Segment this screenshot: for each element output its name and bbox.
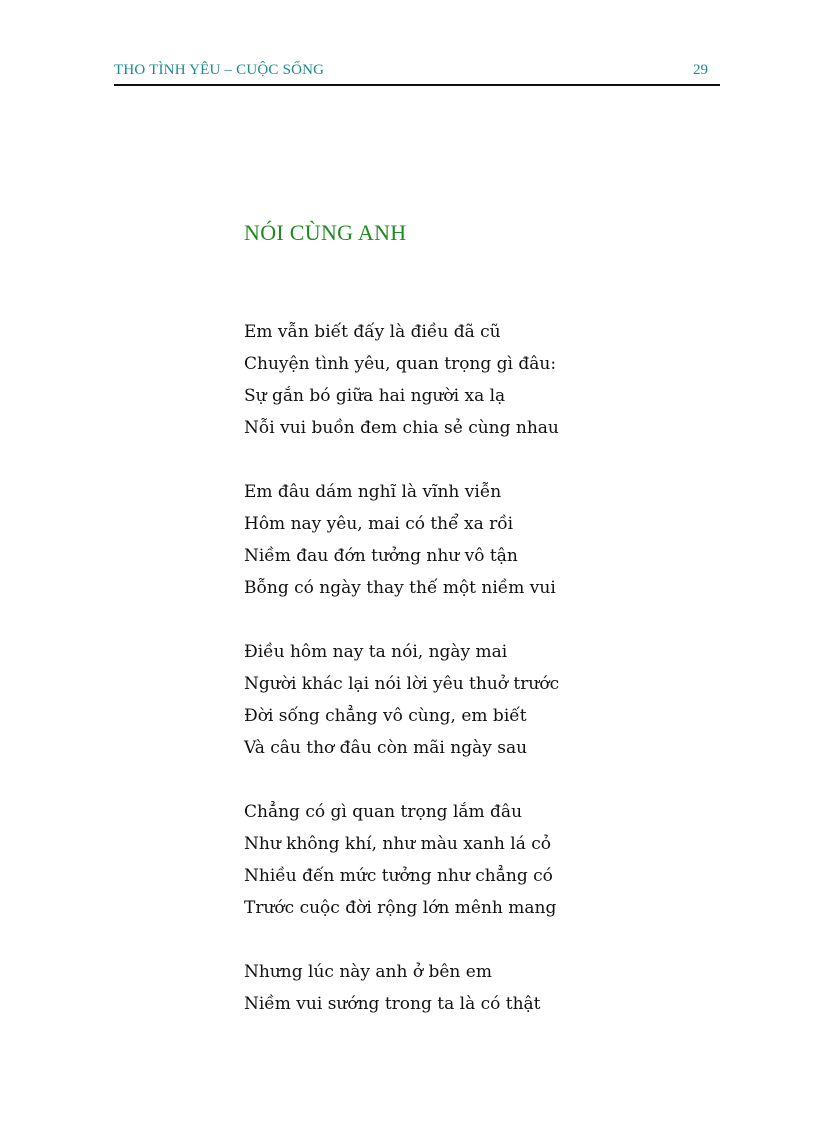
stanza [244,956,724,1020]
poem-title: NÓI CÙNG ANH [244,220,407,245]
poem-line: Em vẫn biết đấy là điều đã cũ [244,322,501,342]
poem-line: Và câu thơ đâu còn mãi ngày sau [244,738,528,758]
poem-body [244,316,724,1052]
poem-line: Chẳng có gì quan trọng lắm đâu [244,802,523,822]
poem-line: Người khác lại nói lời yêu thuở trước [244,674,560,694]
poem-line: Đời sống chẳng vô cùng, em biết [244,706,527,726]
stanza [244,796,724,924]
poem-line: Trước cuộc đời rộng lớn mênh mang [244,898,557,918]
stanza [244,316,724,444]
poem-line: Niềm đau đớn tưởng như vô tận [244,546,518,566]
poem-line: Hôm nay yêu, mai có thể xa rồi [244,514,514,534]
stanza [244,476,724,604]
stanza [244,636,724,764]
page-number: 29 [693,62,708,78]
poem-line: Nỗi vui buồn đem chia sẻ cùng nhau [244,418,559,438]
poem-line: Điều hôm nay ta nói, ngày mai [244,642,508,662]
poem-line: Nhưng lúc này anh ở bên em [244,962,492,982]
poem-line: Nhiều đến mức tưởng như chẳng có [244,866,553,886]
poem-line: Niềm vui sướng trong ta là có thật [244,994,541,1014]
header-title: THO TÌNH YÊU – CUỘC SỐNG [114,62,325,78]
running-header [114,62,720,86]
poem-line: Sự gắn bó giữa hai người xa lạ [244,386,506,406]
poem-line: Chuyện tình yêu, quan trọng gì đâu: [244,354,557,374]
poem-line: Em đâu dám nghĩ là vĩnh viễn [244,482,502,502]
poem-line: Bỗng có ngày thay thế một niềm vui [244,578,556,598]
poem-line: Như không khí, như màu xanh lá cỏ [244,834,552,854]
